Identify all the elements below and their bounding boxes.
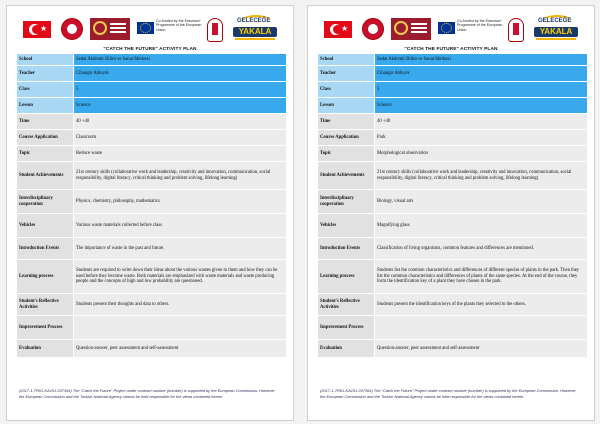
- activity-plan-page-right: [307, 5, 595, 421]
- row-label: Class: [17, 82, 74, 98]
- row-value: Sedat Akdemir Bilim ve Sanat Merkezi: [375, 54, 588, 66]
- row-value: Physics, chemistry, philosophy, mathematics: [74, 190, 287, 214]
- row-label: Topic: [17, 146, 74, 162]
- row-label: Vehicles: [318, 214, 375, 238]
- row-value: 40 +40: [74, 114, 287, 130]
- row-label: Interdisciplinary cooperation: [17, 190, 74, 214]
- table-row: [318, 190, 588, 214]
- table-row: [318, 146, 588, 162]
- table-row: [17, 214, 287, 238]
- row-label: Teacher: [318, 66, 375, 82]
- row-label: Evaluation: [318, 340, 375, 358]
- row-label: Course Application: [318, 130, 375, 146]
- table-row: [17, 98, 287, 114]
- table-row: [17, 238, 287, 260]
- table-row: [318, 66, 588, 82]
- school-seal-icon: [207, 18, 223, 42]
- row-value: Question-answer, peer assessment and self-assessment: [375, 340, 588, 358]
- school-seal-icon: [508, 18, 524, 42]
- table-row: [318, 238, 588, 260]
- project-logo-main-text: YAKALA: [233, 27, 277, 37]
- table-row: [318, 316, 588, 340]
- table-row: [17, 294, 287, 316]
- table-row: [17, 82, 287, 98]
- row-value: Students are required to write down their ideas about the various wastes given to them and how they can be used before they become waste. Both materials are emphasized with waste materials and waste producing people and the concepts of high and low probability are questioned.: [74, 260, 287, 294]
- row-label: Student Achievements: [318, 162, 375, 190]
- row-value: [375, 316, 588, 340]
- table-row: [318, 162, 588, 190]
- row-label: Time: [17, 114, 74, 130]
- row-value: 40 +40: [375, 114, 588, 130]
- ministry-logo-icon: [362, 18, 384, 40]
- project-logo-icon: [532, 18, 582, 42]
- turkish-flag-icon: ★: [324, 21, 352, 38]
- table-row: [17, 162, 287, 190]
- row-label: Topic: [318, 146, 375, 162]
- row-value: Various waste materials collected before class: [74, 214, 287, 238]
- row-label: Vehicles: [17, 214, 74, 238]
- table-row: [318, 98, 588, 114]
- table-row: [17, 190, 287, 214]
- logo-strip: [324, 18, 582, 42]
- row-value: Classification of living organisms, common features and differences are mentioned.: [375, 238, 588, 260]
- row-value: 5: [74, 82, 287, 98]
- row-label: Class: [318, 82, 375, 98]
- table-row: [318, 54, 588, 66]
- table-row: [318, 294, 588, 316]
- row-label: Interdisciplinary cooperation: [318, 190, 375, 214]
- row-label: School: [17, 54, 74, 66]
- project-logo-icon: [231, 18, 281, 42]
- row-value: Cihangir Akbıyık: [74, 66, 287, 82]
- row-label: Student's Reflective Activities: [318, 294, 375, 316]
- funding-disclaimer: (2017-1-TR01-KA101-037364) The "Catch the Future" Project under contract number (number) is supported by the European Commission. However, the European Commission and the Turkish National Agency cannot be held responsible for the views contained herein.: [19, 388, 276, 399]
- row-value: Students present their thoughts and data to others.: [74, 294, 287, 316]
- row-label: Lesson: [318, 98, 375, 114]
- table-row: [318, 130, 588, 146]
- row-value: Biology, visual arts: [375, 190, 588, 214]
- row-label: Course Application: [17, 130, 74, 146]
- row-value: 5: [375, 82, 588, 98]
- row-value: Magnifying glass: [375, 214, 588, 238]
- project-logo-main-text: YAKALA: [534, 27, 578, 37]
- row-value: Morphological observation: [375, 146, 588, 162]
- eu-cofunded-note: Co-funded by the Erasmus+ Programme of the European Union: [457, 19, 503, 32]
- table-row: [17, 260, 287, 294]
- row-value: Science: [375, 98, 588, 114]
- eu-flag-icon: [438, 22, 455, 34]
- table-row: [17, 130, 287, 146]
- project-logo-top-text: GELECEĞE: [538, 18, 572, 24]
- table-row: [17, 316, 287, 340]
- row-value: Students present the identification keys of the plants they selected to the others.: [375, 294, 588, 316]
- plan-title: "CATCH THE FUTURE" ACTIVITY PLAN: [103, 47, 197, 52]
- row-label: Improvement Process: [318, 316, 375, 340]
- row-label: Teacher: [17, 66, 74, 82]
- row-label: Learning process: [17, 260, 74, 294]
- row-value: The importance of waste in the past and future.: [74, 238, 287, 260]
- table-row: [318, 340, 588, 358]
- activity-plan-page-left: [6, 5, 294, 421]
- ministry-logo-icon: [61, 18, 83, 40]
- row-label: Improvement Process: [17, 316, 74, 340]
- table-row: [318, 114, 588, 130]
- table-row: [17, 146, 287, 162]
- table-row: [17, 340, 287, 358]
- row-label: Learning process: [318, 260, 375, 294]
- table-row: [17, 54, 287, 66]
- table-row: [318, 214, 588, 238]
- eu-flag-icon: [137, 22, 154, 34]
- row-value: Reduce waste: [74, 146, 287, 162]
- row-value: Question-answer, peer assessment and self-assessment: [74, 340, 287, 358]
- row-value: Students list the common characteristics and differences of different species of plants in the park. Then they list the common characteristics and differences of plants of the same species. At the end of the course, they form the identification key of a plant they have chosen in the park.: [375, 260, 588, 294]
- turkish-flag-icon: ★: [23, 21, 51, 38]
- row-value: 21st century skills (collaborative work and leadership, creativity and innovation, communication, social responsibility, digital literacy, critical thinking and problem solving, lifelong learning): [74, 162, 287, 190]
- row-label: Evaluation: [17, 340, 74, 358]
- activity-plan-table: [317, 53, 588, 358]
- eu-cofunded-note: Co-funded by the Erasmus+ Programme of the European Union: [156, 19, 202, 32]
- activity-plan-table: [16, 53, 287, 358]
- row-value: Science: [74, 98, 287, 114]
- row-value: [74, 316, 287, 340]
- row-value: Classroom: [74, 130, 287, 146]
- row-label: Time: [318, 114, 375, 130]
- row-label: Student Achievements: [17, 162, 74, 190]
- row-label: Student's Reflective Activities: [17, 294, 74, 316]
- row-label: Introduction Events: [17, 238, 74, 260]
- table-row: [17, 114, 287, 130]
- row-label: Lesson: [17, 98, 74, 114]
- national-agency-logo-icon: [90, 18, 130, 40]
- table-row: [318, 82, 588, 98]
- row-label: School: [318, 54, 375, 66]
- national-agency-logo-icon: [391, 18, 431, 40]
- table-row: [17, 66, 287, 82]
- logo-strip: [23, 18, 281, 42]
- row-value: Park: [375, 130, 588, 146]
- row-value: Cihangir Akbıyık: [375, 66, 588, 82]
- table-row: [318, 260, 588, 294]
- row-label: Introduction Events: [318, 238, 375, 260]
- row-value: 21st century skills (collaborative work and leadership, creativity and innovation, communication, social responsibility, digital literacy, critical thinking and problem solving, lifelong learning): [375, 162, 588, 190]
- row-value: Sedat Akdemir Bilim ve Sanat Merkezi: [74, 54, 287, 66]
- project-logo-top-text: GELECEĞE: [237, 18, 271, 24]
- plan-title: "CATCH THE FUTURE" ACTIVITY PLAN: [404, 47, 498, 52]
- funding-disclaimer: (2017-1-TR01-KA101-037364) The "Catch the Future" Project under contract number (number) is supported by the European Commission. However, the European Commission and the Turkish National Agency cannot be held responsible for the views contained herein.: [320, 388, 577, 399]
